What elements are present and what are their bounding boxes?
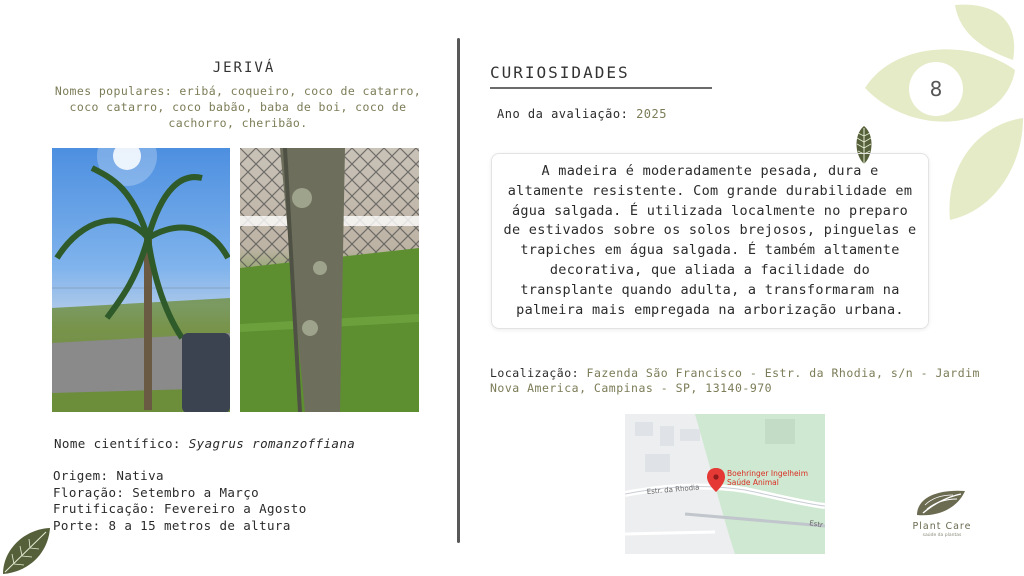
fact-flowering: Floração: Setembro a Março bbox=[53, 484, 260, 500]
location-label: Localização: bbox=[490, 366, 580, 380]
evaluation-year-value: 2025 bbox=[636, 107, 667, 121]
fact-fruiting: Frutificação: Fevereiro a Agosto bbox=[53, 501, 307, 516]
plant-title: JERIVÁ bbox=[212, 60, 276, 76]
plant-care-logo-icon bbox=[913, 487, 969, 519]
logo-tagline: saúde da plantas bbox=[922, 533, 962, 538]
column-divider bbox=[457, 38, 460, 543]
leaf-icon-bottom-left bbox=[0, 524, 52, 576]
location-value: Fazenda São Francisco - Estr. da Rhodia, s/n - Jardim Nova America, Campinas - SP, 13140-970 bbox=[490, 366, 980, 395]
location bbox=[490, 366, 990, 396]
curiosidades-text: A madeira é moderadamente pesada, dura e altamente resistente. Com grande durabilidade em água salgada. É utilizada localmente no preparo de estivados sobre os solos brejosos, pinguelas e trapiches em água salgada. É também altamente decorativa, que aliada a facilidade do transplante quando adulta, a transformaram na palmeira mais empregada na arborização urbana. bbox=[491, 153, 929, 329]
palm-tree-photo bbox=[52, 148, 230, 412]
title-underline bbox=[490, 87, 712, 89]
curiosidades-title: CURIOSIDADES bbox=[490, 63, 630, 82]
popular-names: Nomes populares: eribá, coqueiro, coco de catarro, coco catarro, coco babão, baba de boi, coco de cachorro, cheribão. bbox=[54, 84, 422, 130]
map-road-label: Estr. da Rhodia bbox=[646, 483, 700, 496]
fact-size: Porte: 8 a 15 metros de altura bbox=[53, 517, 291, 533]
plant-facts bbox=[53, 468, 307, 534]
map-place-line2: Saúde Animal bbox=[727, 478, 779, 487]
fact-origin: Origem: Nativa bbox=[53, 468, 164, 483]
evaluation-year-label: Ano da avaliação: bbox=[497, 107, 629, 121]
trunk-photo bbox=[240, 148, 419, 412]
scientific-name-value: Syagrus romanzoffiana bbox=[188, 436, 356, 451]
scientific-name-label: Nome científico: bbox=[54, 436, 181, 451]
location-map[interactable] bbox=[625, 414, 825, 554]
logo-name: Plant Care bbox=[912, 521, 972, 532]
evaluation-year bbox=[497, 107, 667, 121]
leaf-bottom bbox=[949, 118, 1023, 220]
scientific-name bbox=[54, 436, 355, 451]
page-number: 8 bbox=[909, 62, 963, 116]
map-place-line1: Boehringer Ingelheim bbox=[727, 469, 809, 478]
map-road-label-right: Estr bbox=[808, 519, 824, 530]
